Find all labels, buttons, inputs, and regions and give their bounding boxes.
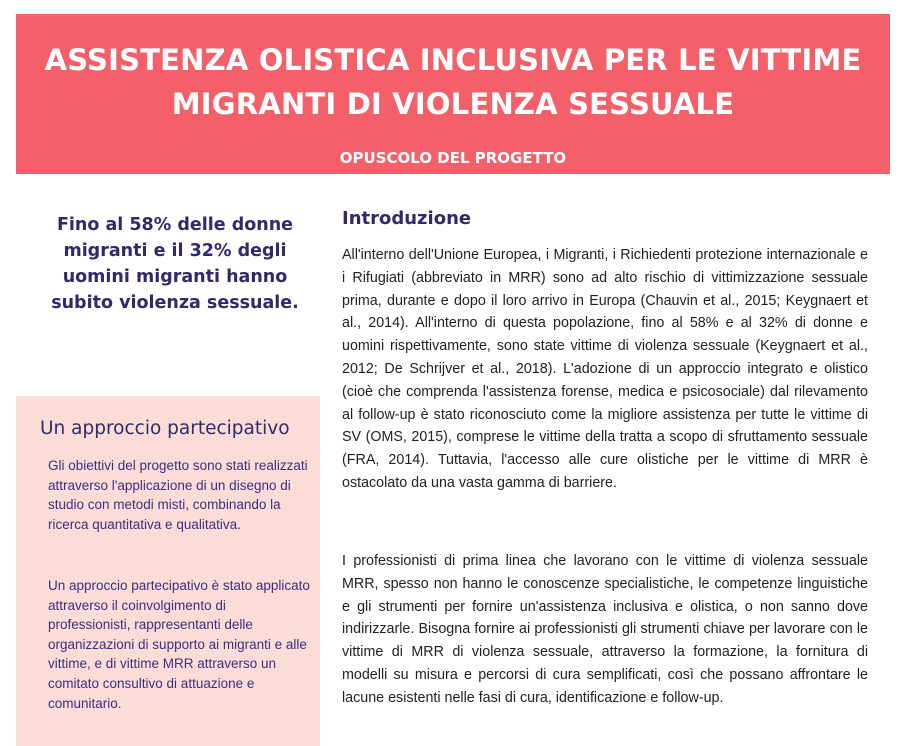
sidebar-title: Un approccio partecipativo [40, 418, 290, 439]
title-banner [16, 14, 890, 174]
introduction-paragraph-1: All'interno dell'Unione Europea, i Migranti, i Richiedenti protezione internazionale e i Rifugiati (abbreviato in MRR) sono ad alto rischio di vittimizzazione sessuale prima, durante e dopo il loro arrivo in Europa (Chauvin et al., 2015; Keygnaert et al., 2014). All'interno di questa popolazione, fino al 58% e al 32% di donne e uomini rispettivamente, sono state vittime di violenza sessuale (Keygnaert et al., 2012; De Schrijver et al., 2018). L'adozione di un approccio integrato e olistico (cioè che comprenda l'assistenza forense, medica e psicosociale) dal rilevamento al follow-up è stato riconosciuto come la migliore assistenza per tutte le vittime di SV (OMS, 2015), comprese le vittime della tratta a scopo di sfruttamento sessuale (FRA, 2014). Tuttavia, l'accesso alle cure olistiche per le vittime di MRR è ostacolato da una vasta gamma di barriere. [342, 247, 868, 491]
sidebar-paragraph-1: Gli obiettivi del progetto sono stati realizzati attraverso l'applicazione di un disegno di studio con metodi misti, combinando la ricerca quantitativa e qualitativa. [48, 458, 308, 532]
statistic-highlight: Fino al 58% delle donne migranti e il 32% degli uomini migranti hanno subito violenza sessuale. [51, 215, 299, 313]
introduction-paragraph-2: I professionisti di prima linea che lavorano con le vittime di violenza sessuale MRR, spesso non hanno le conoscenze specialistiche, le competenze linguistiche e gli strumenti per fornire un'assistenza inclusiva e olistica, o non sanno dove indirizzarle. Bisogna fornire ai professionisti gli strumenti chiave per lavorare con le vittime di MRR di violenza sessuale, attraverso la formazione, la fornitura di modelli su misura e percorsi di cura semplificati, così che possano affrontare le lacune esistenti nelle fasi di cura, identificazione e follow-up. [342, 553, 868, 706]
sidebar-paragraph-2: Un approccio partecipativo è stato applicato attraverso il coinvolgimento di professionisti, rappresentanti delle organizzazioni di supporto ai migranti e alle vittime, e di vittime MRR attraverso un comitato consultivo di attuazione e comunitario. [48, 578, 310, 711]
introduction-heading: Introduzione [342, 208, 472, 229]
participatory-approach-box [16, 396, 320, 746]
document-subtitle: OPUSCOLO DEL PROGETTO [339, 149, 567, 167]
document-title: ASSISTENZA OLISTICA INCLUSIVA PER LE VITTIME MIGRANTI DI VIOLENZA SESSUALE [44, 43, 862, 121]
